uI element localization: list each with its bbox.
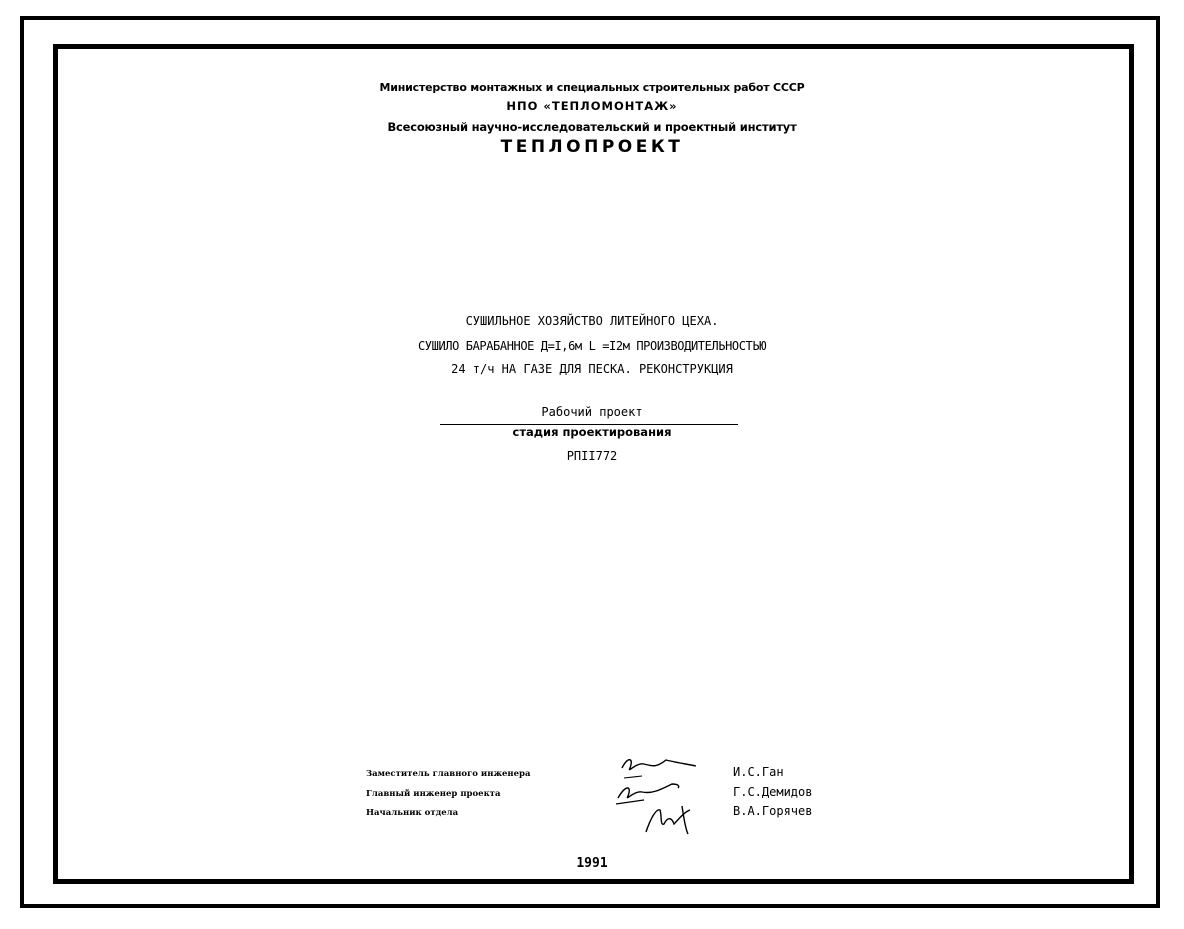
title-line-1: СУШИЛЬНОЕ ХОЗЯЙСТВО ЛИТЕЙНОГО ЦЕХА. [465, 314, 719, 328]
title-line-2: СУШИЛО БАРАБАННОЕ Д=I,6м L =I2м ПРОИЗВОДИТЕЛЬНОСТЬЮ [417, 339, 767, 353]
year: 1991 [576, 856, 608, 871]
signatory-name: В.А.Горячев [733, 804, 813, 818]
signatory-name: И.С.Ган [733, 765, 784, 779]
npo-line: НПО «ТЕПЛОМОНТАЖ» [506, 99, 678, 113]
stage-value: Рабочий проект [541, 405, 643, 419]
ministry-line: Министерство монтажных и специальных строительных работ СССР [379, 81, 805, 94]
signatory-role: Главный инженер проекта [366, 789, 501, 799]
title-line-3: 24 т/ч НА ГАЗЕ ДЛЯ ПЕСКА. РЕКОНСТРУКЦИЯ [451, 362, 733, 376]
signatory-role: Начальник отдела [366, 808, 459, 818]
handwritten-signatures [600, 750, 720, 840]
signatory-role: Заместитель главного инженера [366, 769, 531, 779]
inner-border [53, 44, 1134, 884]
project-code: РПII772 [566, 449, 618, 463]
institute-name: ТЕПЛОПРОЕКТ [500, 137, 684, 157]
signatory-name: Г.С.Демидов [733, 785, 813, 799]
institute-line: Всесоюзный научно-исследовательский и проектный институт [387, 120, 797, 134]
stage-caption: стадия проектирования [512, 425, 672, 439]
